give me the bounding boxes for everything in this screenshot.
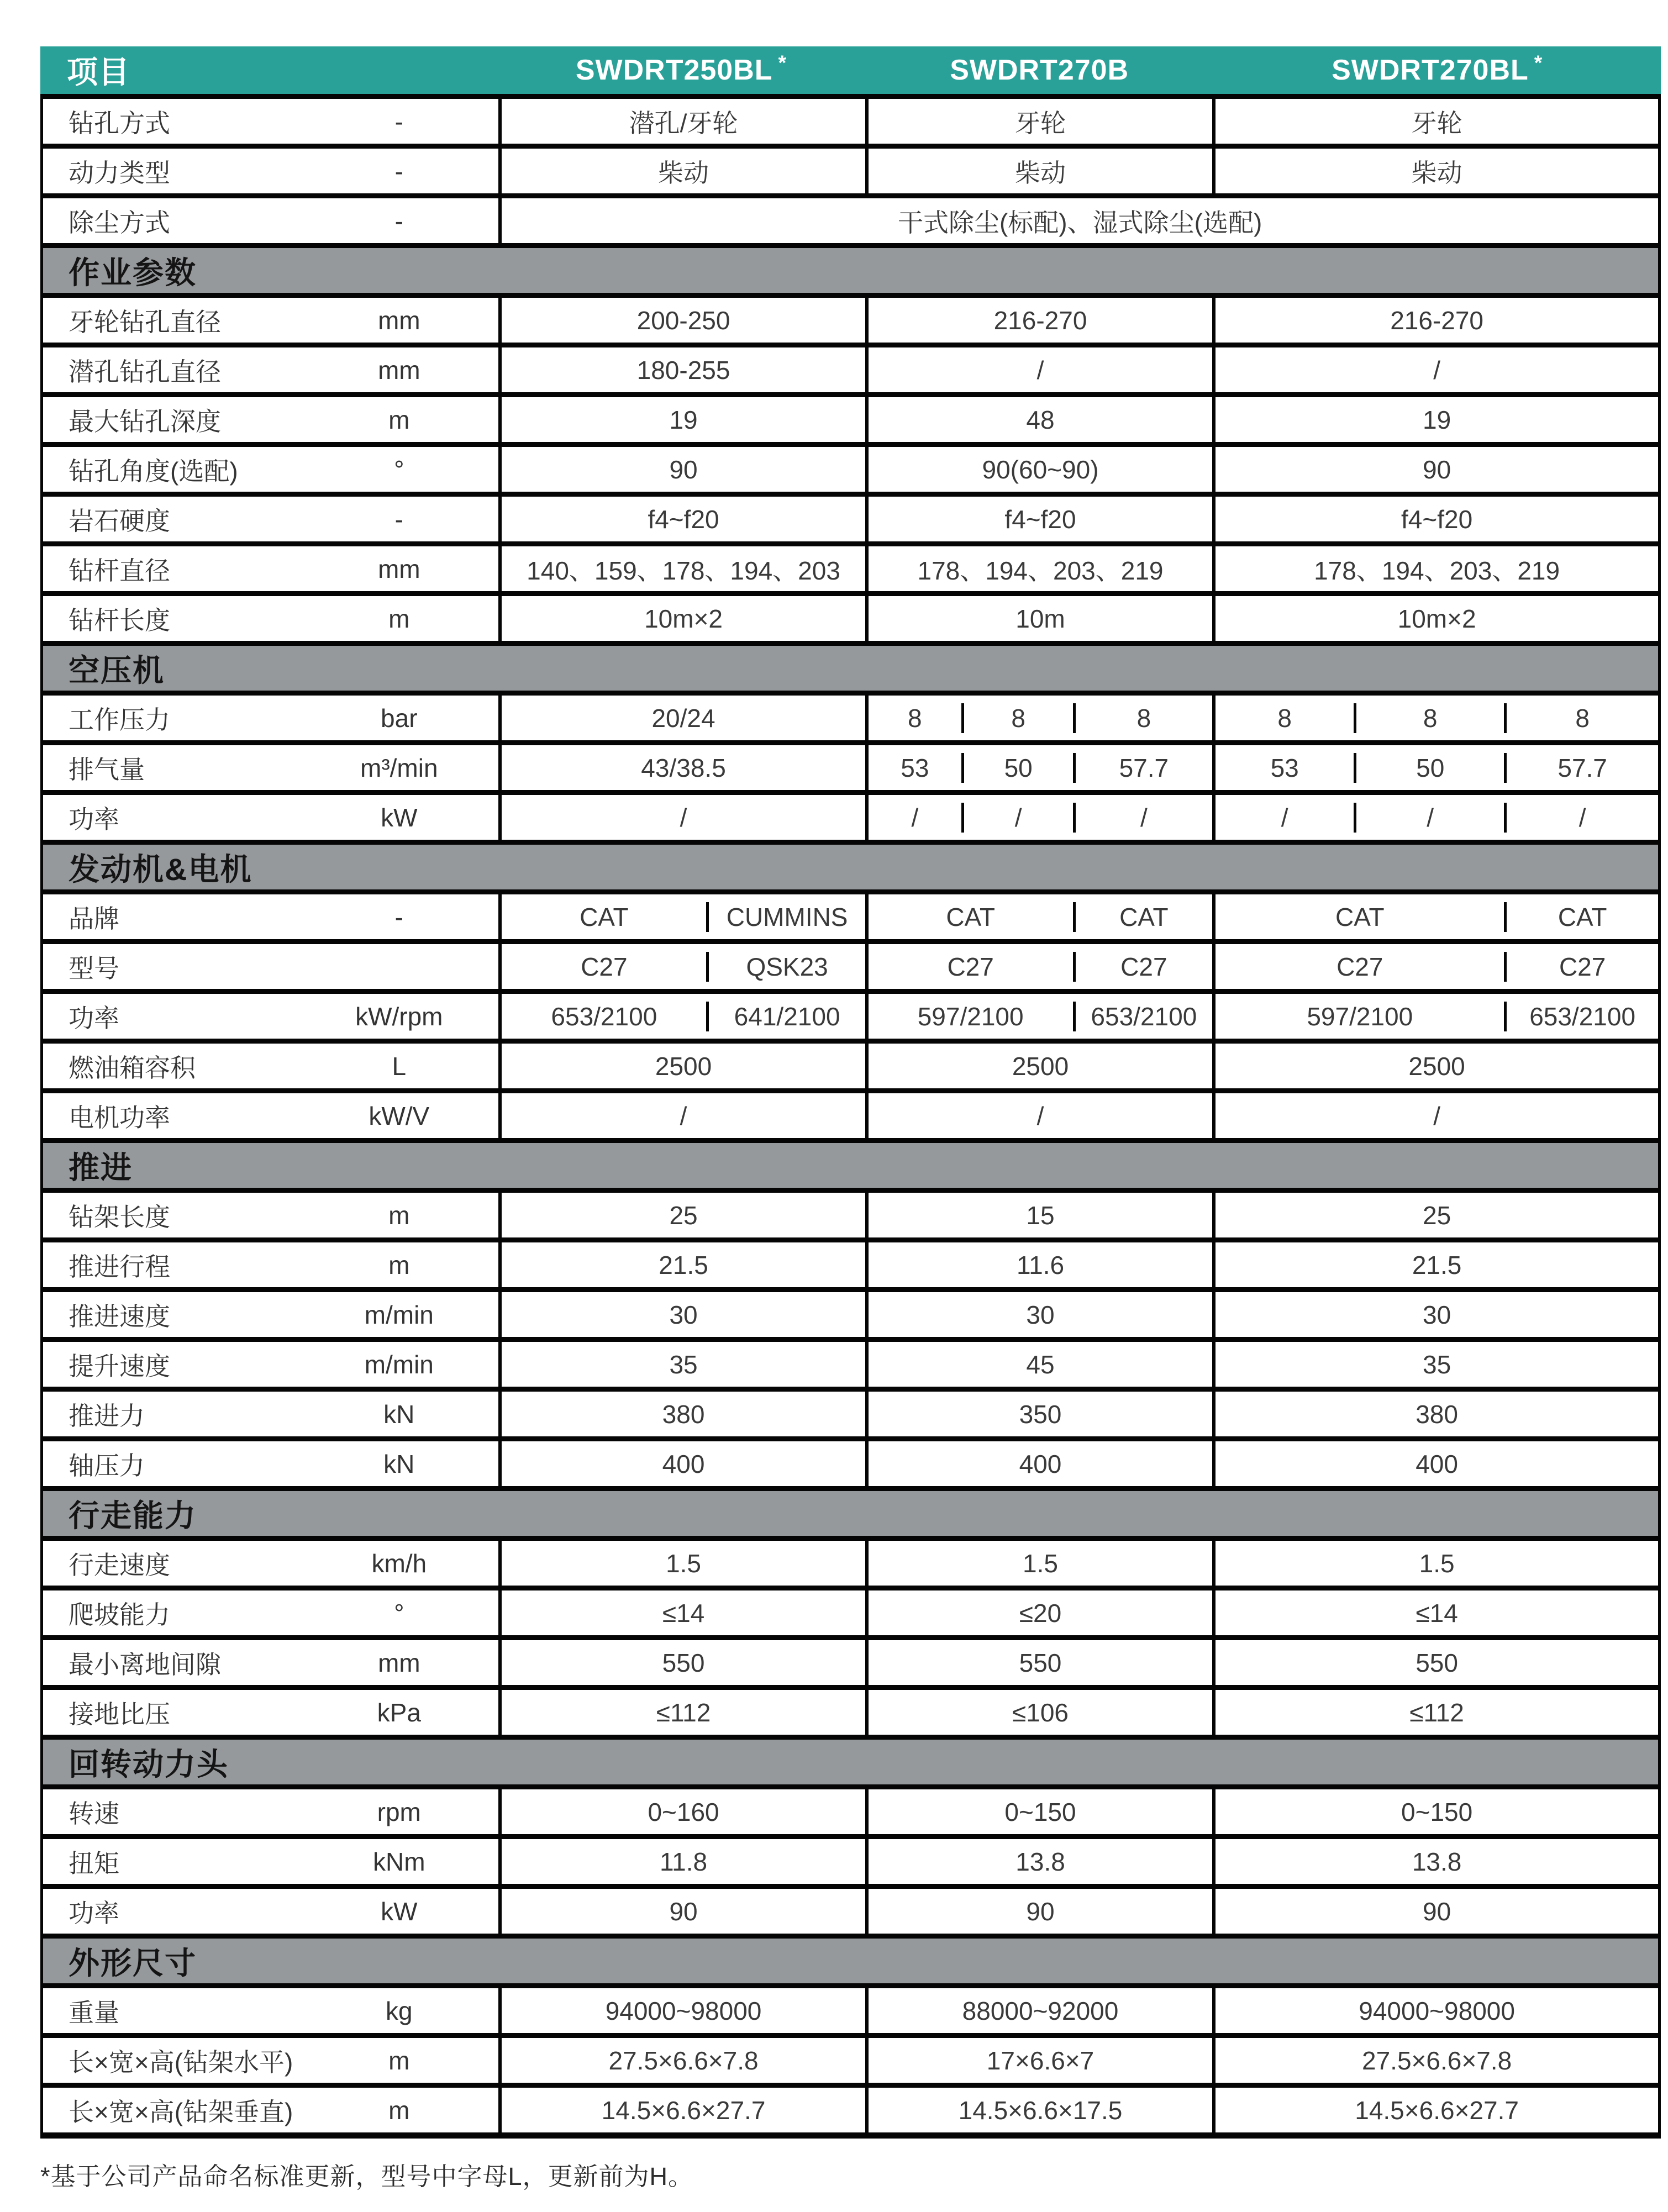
row-subvalue-group (1212, 994, 1658, 1039)
row-subvalue: 653/2100 (1073, 1002, 1213, 1031)
row-subvalue: 597/2100 (1307, 1002, 1413, 1031)
row-label: 钻杆长度 (69, 605, 170, 635)
row-value: 400 (865, 1441, 1212, 1486)
row-value: 10m×2 (498, 596, 865, 641)
row-subvalue: / (961, 803, 1073, 833)
row-value: 216-270 (865, 298, 1212, 343)
row-label-cell (43, 696, 498, 740)
row-value: 94000~98000 (1212, 1988, 1658, 2033)
table-row (43, 790, 1658, 840)
row-subvalue: C27 (1073, 952, 1213, 982)
row-value: 94000~98000 (498, 1988, 865, 2033)
row-unit: kPa (377, 1698, 421, 1727)
row-value: 30 (865, 1292, 1212, 1337)
row-value: ≤106 (865, 1690, 1212, 1735)
row-value: 19 (1212, 397, 1658, 442)
row-label: 钻孔方式 (69, 108, 170, 138)
row-value: 400 (498, 1441, 865, 1486)
row-value: 1.5 (498, 1541, 865, 1586)
row-unit: m (388, 1200, 410, 1230)
row-value: 27.5×6.6×7.8 (498, 2038, 865, 2083)
row-value: 90 (1212, 1889, 1658, 1934)
row-label-cell (43, 198, 498, 243)
row-label: 牙轮钻孔直径 (69, 307, 221, 336)
row-value: 14.5×6.6×17.5 (865, 2088, 1212, 2132)
row-value: 45 (865, 1342, 1212, 1387)
table-row (43, 1387, 1658, 1436)
row-label: 动力类型 (69, 158, 170, 187)
row-subvalue: 57.7 (1504, 753, 1658, 783)
row-value: 88000~92000 (865, 1988, 1212, 2033)
row-value: 0~150 (865, 1789, 1212, 1834)
table-row (43, 1834, 1658, 1884)
section-row (43, 1735, 1658, 1784)
row-value: 30 (498, 1292, 865, 1337)
row-value: 35 (1212, 1342, 1658, 1387)
row-subvalue-group (498, 894, 865, 939)
row-subvalue: C27 (1504, 952, 1658, 982)
row-label-cell (43, 894, 498, 939)
row-value: 21.5 (1212, 1242, 1658, 1287)
row-value: / (498, 1093, 865, 1138)
row-label: 接地比压 (69, 1699, 170, 1729)
row-value: 0~150 (1212, 1789, 1658, 1834)
section-title: 发动机&电机 (69, 851, 252, 887)
row-subvalue: 57.7 (1073, 753, 1213, 783)
footnote: *基于公司产品命名标准更新，型号中字母L，更新前为H。 (40, 2162, 694, 2190)
section-title: 行走能力 (69, 1498, 197, 1533)
row-value: 25 (498, 1193, 865, 1237)
row-subvalue-group (1212, 745, 1658, 790)
row-label-cell (43, 1342, 498, 1387)
row-unit: ° (394, 455, 404, 484)
row-unit: kW/rpm (355, 1002, 443, 1031)
row-label-cell (43, 546, 498, 591)
row-value: 13.8 (1212, 1839, 1658, 1884)
row-value: 27.5×6.6×7.8 (1212, 2038, 1658, 2083)
row-label-cell (43, 1839, 498, 1884)
row-value-merged: 干式除尘(标配)、湿式除尘(选配) (498, 198, 1658, 243)
table-row (43, 1039, 1658, 1088)
row-label-cell (43, 745, 498, 790)
row-subvalue: 50 (1354, 753, 1504, 783)
row-label-cell (43, 2088, 498, 2132)
row-subvalue: 8 (1277, 703, 1292, 733)
row-value: 216-270 (1212, 298, 1658, 343)
row-value: 43/38.5 (498, 745, 865, 790)
row-value: 35 (498, 1342, 865, 1387)
row-unit: km/h (371, 1549, 427, 1578)
row-value: 90 (865, 1889, 1212, 1934)
row-value: 21.5 (498, 1242, 865, 1287)
row-value: 48 (865, 397, 1212, 442)
row-value: 25 (1212, 1193, 1658, 1237)
row-value: 350 (865, 1392, 1212, 1436)
row-value: / (498, 795, 865, 840)
row-label: 长×宽×高(钻架垂直) (69, 2097, 293, 2126)
table-row (43, 1635, 1658, 1685)
row-value: 10m×2 (1212, 596, 1658, 641)
row-value: / (1212, 1093, 1658, 1138)
table-row (43, 293, 1658, 343)
row-value: 11.8 (498, 1839, 865, 1884)
row-label: 最大钻孔深度 (69, 407, 221, 436)
row-subvalue-group (1212, 795, 1658, 840)
row-label-cell (43, 99, 498, 144)
row-unit: kW/V (369, 1101, 430, 1130)
row-value: f4~f20 (498, 497, 865, 541)
row-subvalue: 8 (1073, 703, 1213, 733)
row-subvalue: / (911, 803, 919, 832)
row-label: 功率 (69, 1898, 119, 1927)
row-value: 550 (865, 1640, 1212, 1685)
row-value: 15 (865, 1193, 1212, 1237)
section-row (43, 1138, 1658, 1188)
table-row (43, 989, 1658, 1039)
row-subvalue: 53 (1270, 753, 1299, 782)
row-label: 除尘方式 (69, 208, 170, 237)
row-unit: m/min (364, 1300, 434, 1329)
table-row (43, 1287, 1658, 1337)
row-label: 轴压力 (69, 1451, 145, 1480)
row-subvalue: / (1073, 803, 1213, 833)
row-unit: - (394, 156, 403, 186)
header-model (1213, 46, 1661, 94)
row-subvalue: 653/2100 (1504, 1002, 1658, 1031)
table-row (43, 541, 1658, 591)
row-value: 19 (498, 397, 865, 442)
row-unit: kN (383, 1449, 415, 1478)
row-unit: kNm (373, 1847, 425, 1876)
row-value: ≤112 (498, 1690, 865, 1735)
row-subvalue: 53 (901, 753, 929, 782)
row-value: 90 (498, 1889, 865, 1934)
table-row (43, 1237, 1658, 1287)
row-value: 90 (498, 447, 865, 492)
row-unit: m (388, 405, 410, 434)
row-label: 功率 (69, 1003, 119, 1033)
table-row (43, 144, 1658, 193)
row-label-cell (43, 397, 498, 442)
row-value: 178、194、203、219 (1212, 546, 1658, 591)
header-model (865, 46, 1214, 94)
row-subvalue: QSK23 (706, 952, 865, 982)
table-row (43, 1685, 1658, 1735)
row-subvalue-group (865, 696, 1212, 740)
model-star-mark: * (1534, 50, 1543, 74)
row-subvalue: CAT (1504, 902, 1658, 932)
row-value: 2500 (865, 1044, 1212, 1088)
row-label-cell (43, 795, 498, 840)
row-value: 550 (498, 1640, 865, 1685)
section-title: 外形尺寸 (69, 1945, 197, 1981)
row-subvalue: / (1504, 803, 1658, 833)
row-label: 最小离地间隙 (69, 1650, 221, 1679)
row-label: 电机功率 (69, 1103, 170, 1132)
row-unit: mm (377, 554, 420, 583)
row-label-cell (43, 1789, 498, 1834)
row-subvalue: 597/2100 (917, 1002, 1024, 1031)
row-value: 柴动 (865, 149, 1212, 193)
row-subvalue: C27 (581, 952, 628, 981)
table-row (43, 1884, 1658, 1934)
row-label: 功率 (69, 804, 119, 834)
row-subvalue: C27 (947, 952, 994, 981)
row-unit: m (388, 604, 410, 633)
table-row (43, 889, 1658, 939)
row-label: 推进速度 (69, 1302, 170, 1331)
row-label-cell (43, 1541, 498, 1586)
table-header-row (40, 46, 1661, 94)
row-label-cell (43, 1441, 498, 1486)
row-value: 1.5 (865, 1541, 1212, 1586)
row-subvalue-group (865, 994, 1212, 1039)
row-label-cell (43, 1044, 498, 1088)
spec-table (40, 46, 1661, 2139)
row-subvalue: CAT (580, 902, 629, 931)
row-subvalue: C27 (1336, 952, 1383, 981)
row-value: 380 (498, 1392, 865, 1436)
row-subvalue-group (865, 795, 1212, 840)
row-label: 重量 (69, 1998, 119, 2027)
row-label-cell (43, 1193, 498, 1237)
header-model (497, 46, 865, 94)
model-star-mark: * (778, 50, 787, 74)
model-name: SWDRT270B (950, 54, 1129, 86)
row-label: 转速 (69, 1799, 119, 1828)
row-label-cell (43, 1093, 498, 1138)
row-unit: mm (377, 306, 420, 335)
row-value: 180-255 (498, 347, 865, 392)
row-value: 10m (865, 596, 1212, 641)
table-row (43, 1983, 1658, 2033)
row-label: 排气量 (69, 755, 145, 784)
row-value: 14.5×6.6×27.7 (1212, 2088, 1658, 2132)
row-label-cell (43, 994, 498, 1039)
row-label-cell (43, 347, 498, 392)
section-title: 空压机 (69, 652, 165, 688)
table-row (43, 1784, 1658, 1834)
row-label: 提升速度 (69, 1351, 170, 1381)
row-value: 178、194、203、219 (865, 546, 1212, 591)
table-row (43, 392, 1658, 442)
row-value: 140、159、178、194、203 (498, 546, 865, 591)
section-row (43, 641, 1658, 691)
table-row (43, 94, 1658, 144)
row-label-cell (43, 1640, 498, 1685)
row-value: 90(60~90) (865, 447, 1212, 492)
row-unit: m³/min (360, 753, 438, 782)
row-label-cell (43, 944, 498, 989)
row-label: 潜孔钻孔直径 (69, 357, 221, 386)
row-value: f4~f20 (865, 497, 1212, 541)
row-unit: bar (381, 703, 418, 733)
row-subvalue: CAT (1335, 902, 1385, 931)
table-body (40, 94, 1661, 2139)
row-value: 0~160 (498, 1789, 865, 1834)
table-row (43, 1586, 1658, 1635)
row-label-cell (43, 447, 498, 492)
table-row (43, 492, 1658, 541)
row-label: 爬坡能力 (69, 1600, 170, 1629)
table-row (43, 343, 1658, 392)
row-label-cell (43, 1590, 498, 1635)
row-label: 岩石硬度 (69, 506, 170, 535)
row-label: 钻孔角度(选配) (69, 456, 238, 486)
row-label-cell (43, 1242, 498, 1287)
row-label-cell (43, 596, 498, 641)
row-value: 柴动 (498, 149, 865, 193)
row-subvalue: 8 (1504, 703, 1658, 733)
row-unit: m (388, 2095, 410, 2125)
table-row (43, 1337, 1658, 1387)
row-value: / (865, 347, 1212, 392)
row-unit: - (394, 504, 403, 534)
section-title: 作业参数 (69, 255, 197, 290)
row-label: 行走速度 (69, 1550, 170, 1579)
row-value: 400 (1212, 1441, 1658, 1486)
row-value: 2500 (1212, 1044, 1658, 1088)
row-label-cell (43, 1690, 498, 1735)
row-subvalue-group (1212, 696, 1658, 740)
table-row (43, 1188, 1658, 1237)
row-subvalue-group (498, 944, 865, 989)
row-value: 17×6.6×7 (865, 2038, 1212, 2083)
table-row (43, 193, 1658, 243)
row-subvalue-group (865, 944, 1212, 989)
row-subvalue: / (1354, 803, 1504, 833)
row-subvalue: 653/2100 (551, 1002, 657, 1031)
row-value: 潜孔/牙轮 (498, 99, 865, 144)
section-title: 回转动力头 (69, 1746, 229, 1782)
row-value: 380 (1212, 1392, 1658, 1436)
section-row (43, 1486, 1658, 1536)
row-unit: kN (383, 1399, 415, 1429)
row-label-cell (43, 497, 498, 541)
row-label-cell (43, 1988, 498, 2033)
row-value: 30 (1212, 1292, 1658, 1337)
row-label-cell (43, 1889, 498, 1934)
row-label: 品牌 (69, 904, 119, 933)
table-row (43, 2083, 1658, 2132)
section-row (43, 1934, 1658, 1983)
row-subvalue-group (865, 894, 1212, 939)
row-unit: kg (385, 1996, 413, 2025)
row-subvalue: CAT (1073, 902, 1213, 932)
row-unit: - (394, 902, 403, 931)
row-label: 推进行程 (69, 1252, 170, 1281)
section-row (43, 840, 1658, 889)
row-unit: - (394, 107, 403, 136)
row-unit: kW (381, 803, 418, 832)
row-subvalue-group (1212, 894, 1658, 939)
row-value: / (865, 1093, 1212, 1138)
row-value: 550 (1212, 1640, 1658, 1685)
row-unit: - (394, 206, 403, 235)
row-unit: m (388, 2046, 410, 2075)
row-subvalue-group (1212, 944, 1658, 989)
row-value: f4~f20 (1212, 497, 1658, 541)
row-subvalue: 8 (1354, 703, 1504, 733)
row-label-cell (43, 298, 498, 343)
row-unit: kW (381, 1897, 418, 1926)
table-row (43, 1436, 1658, 1486)
table-row (43, 939, 1658, 989)
row-label-cell (43, 149, 498, 193)
row-subvalue: 641/2100 (706, 1002, 865, 1031)
row-value: ≤14 (1212, 1590, 1658, 1635)
row-value: 90 (1212, 447, 1658, 492)
row-value: ≤14 (498, 1590, 865, 1635)
row-subvalue: 8 (961, 703, 1073, 733)
table-row (43, 2033, 1658, 2083)
row-subvalue-group (498, 994, 865, 1039)
row-value: 2500 (498, 1044, 865, 1088)
row-value: ≤20 (865, 1590, 1212, 1635)
row-unit: ° (394, 1598, 404, 1628)
row-value: 11.6 (865, 1242, 1212, 1287)
row-subvalue: / (1281, 803, 1288, 832)
row-value: 20/24 (498, 696, 865, 740)
row-label: 扭矩 (69, 1848, 119, 1878)
section-title: 推进 (69, 1150, 133, 1185)
row-label: 长×宽×高(钻架水平) (69, 2047, 293, 2077)
row-subvalue-group (865, 745, 1212, 790)
row-unit: L (392, 1051, 407, 1081)
section-row (43, 243, 1658, 293)
row-label: 钻杆直径 (69, 556, 170, 585)
model-name: SWDRT250BL (575, 54, 773, 86)
row-value: 13.8 (865, 1839, 1212, 1884)
header-item-label: 项目 (67, 55, 130, 89)
row-subvalue: CUMMINS (706, 902, 865, 932)
row-unit: mm (377, 355, 420, 385)
row-value: 1.5 (1212, 1541, 1658, 1586)
model-name: SWDRT270BL (1332, 54, 1529, 86)
row-unit: rpm (377, 1797, 421, 1826)
row-unit: mm (377, 1648, 420, 1677)
row-value: 14.5×6.6×27.7 (498, 2088, 865, 2132)
table-row (43, 591, 1658, 641)
table-row (43, 1536, 1658, 1586)
row-label: 工作压力 (69, 705, 170, 734)
row-label: 推进力 (69, 1401, 145, 1430)
row-value: / (1212, 347, 1658, 392)
row-label-cell (43, 1392, 498, 1436)
row-label: 型号 (69, 954, 119, 983)
row-value: ≤112 (1212, 1690, 1658, 1735)
row-subvalue: CAT (946, 902, 995, 931)
row-unit: m (388, 1250, 410, 1279)
row-label-cell (43, 1292, 498, 1337)
row-subvalue: 8 (908, 703, 922, 733)
table-row (43, 740, 1658, 790)
table-row (43, 691, 1658, 740)
row-value: 柴动 (1212, 149, 1658, 193)
row-value: 200-250 (498, 298, 865, 343)
row-unit: m/min (364, 1350, 434, 1379)
row-subvalue: 50 (961, 753, 1073, 783)
table-row (43, 1088, 1658, 1138)
row-label: 燃油箱容积 (69, 1053, 196, 1082)
row-value: 牙轮 (1212, 99, 1658, 144)
row-label-cell (43, 2038, 498, 2083)
table-row (43, 442, 1658, 492)
row-value: 牙轮 (865, 99, 1212, 144)
row-label: 钻架长度 (69, 1202, 170, 1231)
